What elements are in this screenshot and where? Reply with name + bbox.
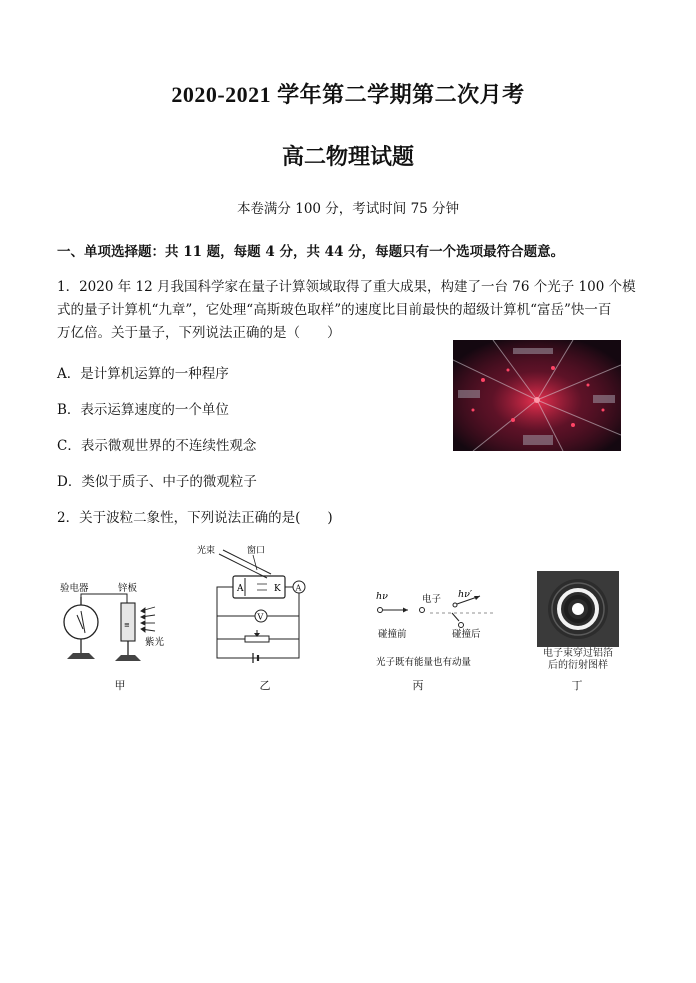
voltmeter-label: V: [257, 612, 264, 622]
q1-line-2: 式的量子计算机“九章”，它处理“高斯玻色取样”的速度比目前最快的超级计算机“富岳”快一百: [57, 302, 612, 318]
electroscope-label: 验电器: [60, 583, 89, 594]
q1-stem: [57, 276, 641, 345]
light-beam-label: 光束: [197, 546, 216, 556]
cathode-label: K: [274, 584, 281, 594]
svg-text:≡: ≡: [124, 621, 130, 629]
figure-ding-caption: [533, 648, 623, 672]
quantum-computer-photo: [453, 340, 621, 451]
q1-line-3: 万亿倍。关于量子，下列说法正确的是（ ）: [57, 325, 341, 341]
figure-ding-label: 丁: [571, 679, 583, 692]
subject-title: 高二物理试题: [281, 144, 414, 170]
figure-bing: [370, 585, 510, 675]
window-label: 窗口: [247, 546, 266, 556]
anode-label: A: [237, 584, 244, 594]
uv-light-label: 紫光: [145, 637, 165, 648]
figure-ding-diffraction-image: [537, 571, 619, 647]
electron-label: 电子: [422, 594, 442, 605]
ding-caption-line-1: 电子束穿过铝箔: [543, 648, 613, 659]
section-heading: 一、单项选择题：共 11 题，每题 4 分，共 44 分，每题只有一个选项最符合题意。: [57, 244, 565, 260]
ding-caption-line-2: 后的衍射图样: [548, 660, 608, 671]
figure-yi-label: 乙: [259, 679, 271, 692]
zinc-plate-label: 锌板: [118, 583, 138, 594]
figure-jia: [55, 575, 185, 670]
q1-line-1: 1．2020 年 12 月我国科学家在量子计算领域取得了重大成果，构建了一台 76 个光子 100 个模: [57, 279, 636, 295]
figure-yi: [195, 540, 310, 665]
q2-stem: 2．关于波粒二象性，下列说法正确的是( ): [57, 510, 333, 526]
exam-title: 2020-2021 学年第二学期第二次月考: [171, 82, 525, 107]
ammeter-label: A: [295, 583, 302, 593]
exam-info: 本卷满分 100 分，考试时间 75 分钟: [236, 201, 460, 217]
photon-in-label: hν: [376, 591, 388, 602]
q1-option-d: D．类似于质子、中子的微观粒子: [57, 474, 257, 490]
figure-jia-label: 甲: [114, 679, 126, 692]
compton-caption: 光子既有能量也有动量: [376, 657, 472, 668]
q1-option-b: B．表示运算速度的一个单位: [57, 402, 229, 418]
q1-option-a: A．是计算机运算的一种程序: [57, 366, 229, 382]
photon-out-label: hν′: [458, 589, 473, 600]
after-label: 碰撞后: [452, 629, 481, 640]
figure-bing-label: 丙: [412, 679, 424, 692]
before-label: 碰撞前: [378, 629, 407, 640]
q1-option-c: C．表示微观世界的不连续性观念: [57, 438, 257, 454]
